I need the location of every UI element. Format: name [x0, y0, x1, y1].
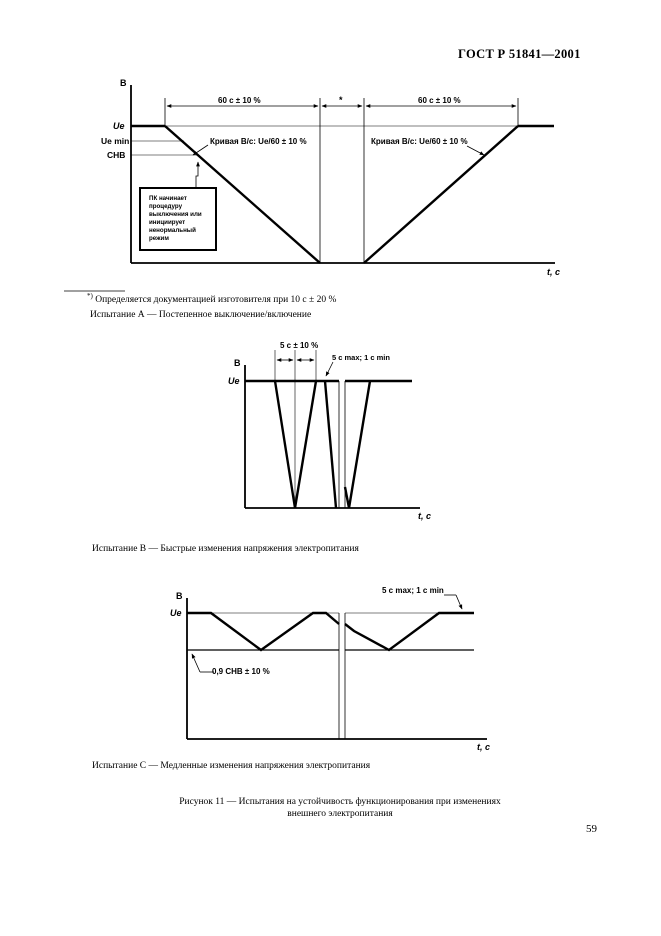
max-label-b: 5 с max; 1 с min	[332, 353, 390, 362]
diagram-test-b	[245, 350, 420, 508]
footnote-marker: *)	[87, 292, 93, 300]
voltage-curve-c1	[187, 613, 339, 650]
caption-test-a: Испытание А — Постепенное выключение/включение	[90, 310, 312, 320]
page-number: 59	[586, 823, 597, 835]
svg-text:инициирует: инициирует	[149, 219, 186, 226]
caption-test-b: Испытание В — Быстрые изменения напряжения электропитания	[92, 544, 359, 554]
x-axis-label-a: t, с	[547, 267, 561, 277]
dip-1-b	[275, 381, 316, 508]
chv-label-c: 0,9 СНВ ± 10 %	[212, 667, 270, 676]
svg-text:ненормальный: ненормальный	[149, 227, 196, 234]
svg-text:ПК начинает: ПК начинает	[149, 195, 187, 202]
voltage-curve-c2	[345, 613, 474, 650]
figure-caption-line2: внешнего электропитания	[287, 809, 393, 819]
x-axis-label-b: t, с	[418, 511, 432, 521]
ue-label-b: Ue	[228, 376, 240, 386]
labels-test-c	[170, 586, 490, 752]
labels-test-a	[101, 78, 560, 277]
note-box-text-a	[149, 195, 202, 242]
caption-test-c: Испытание С — Медленные изменения напряжения электропитания	[92, 761, 371, 771]
y-axis-label-a: В	[120, 78, 127, 88]
ue-label-c: Ue	[170, 608, 182, 618]
dip-2-b	[345, 381, 370, 508]
dim-label-b: 5 с ± 10 %	[280, 341, 319, 350]
ramp-up-a	[364, 126, 518, 263]
standard-header: ГОСТ Р 51841—2001	[458, 47, 581, 61]
figure-caption-line1: Рисунок 11 — Испытания на устойчивость функционирования при изменениях	[179, 797, 501, 807]
ue-label-a: Ue	[113, 121, 125, 131]
curve-right-label-a: Кривая В/с: Ue/60 ± 10 %	[371, 137, 468, 146]
diagram-test-a	[131, 85, 555, 263]
chv-label-a: СНВ	[107, 150, 126, 160]
uemin-label-a: Ue min	[101, 136, 130, 146]
dim-left-label-a: 60 с ± 10 %	[218, 96, 261, 105]
dim-right-label-a: 60 с ± 10 %	[418, 96, 461, 105]
footnote	[87, 292, 336, 305]
curve-left-label-a: Кривая В/с: Ue/60 ± 10 %	[210, 137, 307, 146]
max-label-c: 5 с max; 1 с min	[382, 586, 444, 595]
x-axis-label-c: t, с	[477, 742, 491, 752]
figure-caption	[80, 796, 600, 820]
dim-mid-label-a: *	[339, 95, 343, 105]
svg-text:режим: режим	[149, 235, 169, 242]
y-axis-label-c: В	[176, 591, 183, 601]
svg-text:выключения или: выключения или	[149, 211, 202, 218]
footnote-text: Определяется документацией изготовителя при 10 с ± 20 %	[95, 295, 337, 306]
y-axis-label-b: В	[234, 358, 241, 368]
ramp-down-a	[165, 126, 320, 263]
svg-text:процедуру: процедуру	[149, 203, 183, 210]
